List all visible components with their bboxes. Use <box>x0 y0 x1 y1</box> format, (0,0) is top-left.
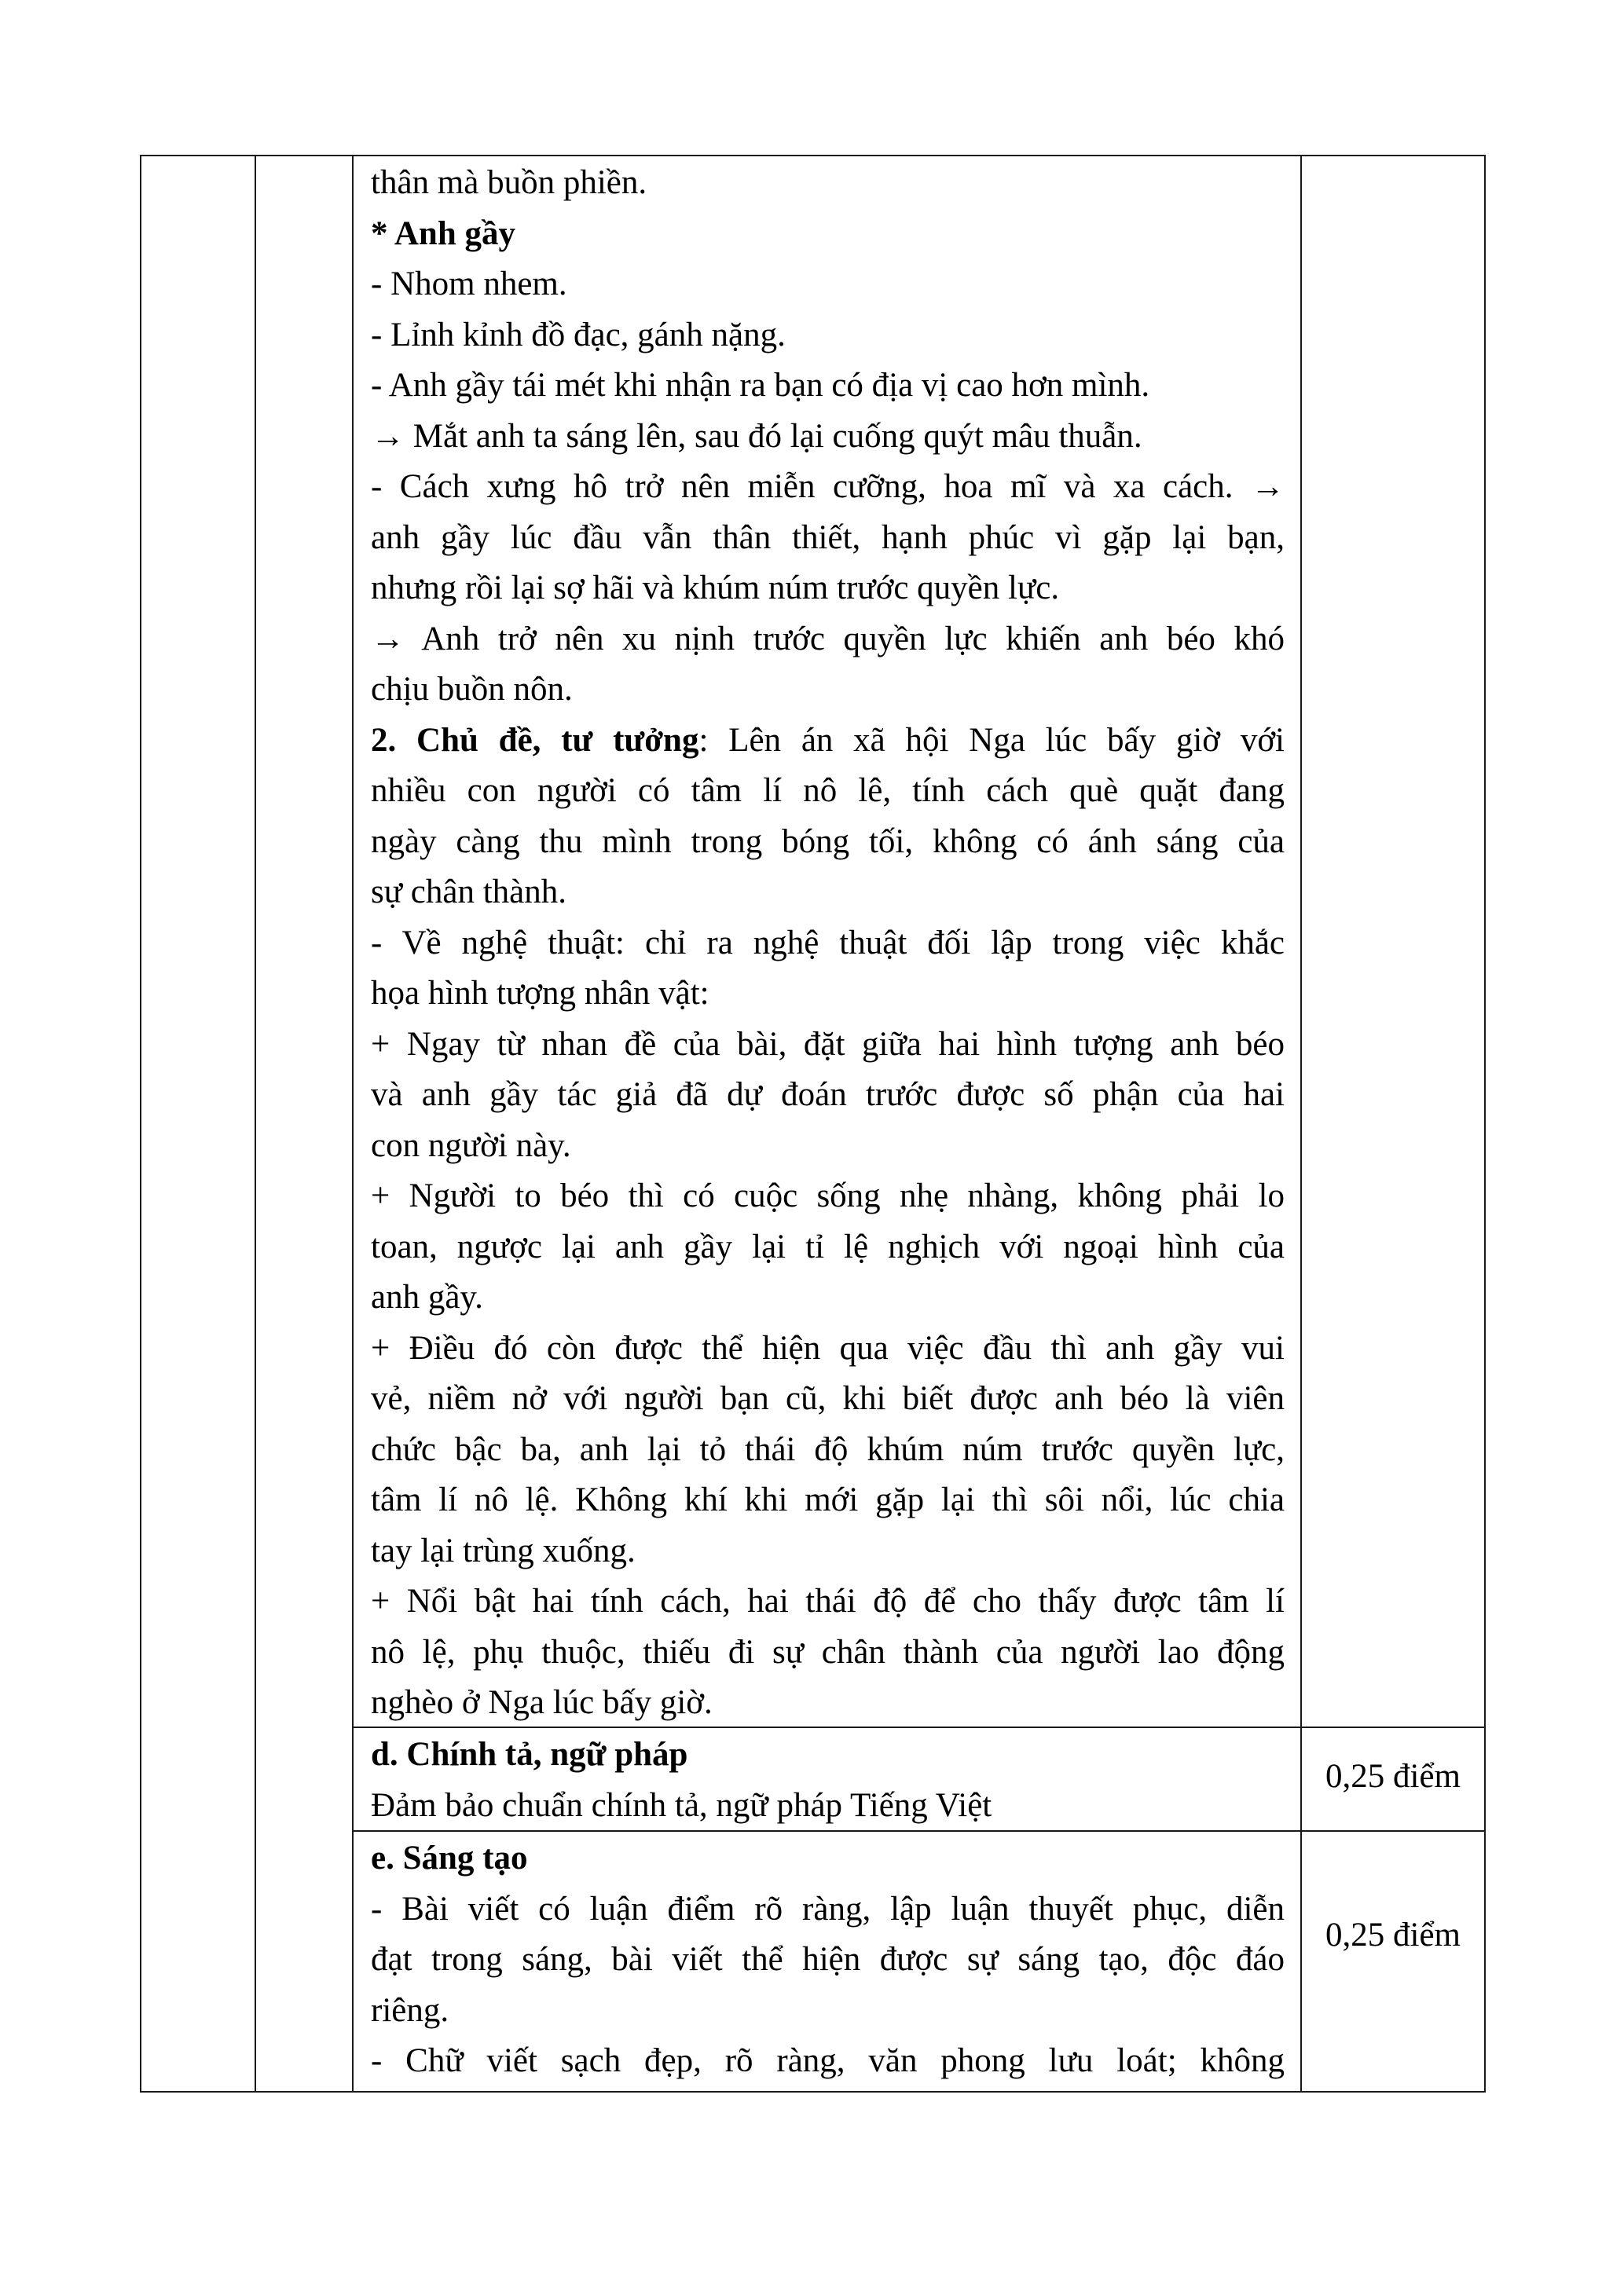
text-line: - Nhom nhem. <box>371 265 567 302</box>
text-line: - Về nghệ thuật: chỉ ra nghệ thuật đối lập trong việc khắc <box>371 924 1285 961</box>
text-line: toan, ngược lại anh gầy lại tỉ lệ nghịch với ngoại hình của <box>371 1228 1285 1265</box>
text-line <box>371 716 1285 767</box>
section-heading: * Anh gầy <box>371 214 516 252</box>
section-heading: d. Chính tả, ngữ pháp <box>371 1736 688 1773</box>
content-cell-creativity <box>352 1830 1302 2093</box>
text-line: → Anh trở nên xu nịnh trước quyền lực khiến anh béo khó <box>371 620 1285 657</box>
text-line: - Bài viết có luận điểm rõ ràng, lập luận thuyết phục, diễn <box>371 1890 1285 1928</box>
text-line: → Mắt anh ta sáng lên, sau đó lại cuống quýt mâu thuẫn. <box>371 417 1142 455</box>
text-line: chịu buồn nôn. <box>371 671 573 708</box>
text-line: - Lỉnh kỉnh đồ đạc, gánh nặng. <box>371 316 786 353</box>
text-line: anh gầy. <box>371 1279 483 1316</box>
text-line: sự chân thành. <box>371 873 566 910</box>
text-line: - Cách xưng hô trở nên miễn cưỡng, hoa mĩ và xa cách. → <box>371 468 1285 505</box>
table-cell-col2 <box>255 155 354 2093</box>
text-line: chức bậc ba, anh lại tỏ thái độ khúm núm trước quyền lực, <box>371 1430 1285 1468</box>
creativity-text <box>371 1833 1285 2087</box>
text-line: - Anh gầy tái mét khi nhận ra bạn có địa vị cao hơn mình. <box>371 367 1150 404</box>
text-line: tay lại trùng xuống. <box>371 1532 636 1569</box>
main-cell-text <box>371 158 1285 1729</box>
text-line: riêng. <box>371 1991 449 2029</box>
score-creativity: 0,25 điểm <box>1325 1917 1461 1954</box>
score-spelling-grammar: 0,25 điểm <box>1325 1758 1461 1795</box>
text-line: con người này. <box>371 1126 571 1164</box>
score-cell-main <box>1300 155 1486 1728</box>
text-line: nhiều con người có tâm lí nô lê, tính cách què quặt đang <box>371 772 1285 809</box>
text-line: nhưng rồi lại sợ hãi và khúm núm trước quyền lực. <box>371 569 1060 606</box>
text-line: đạt trong sáng, bài viết thể hiện được sự sáng tạo, độc đáo <box>371 1941 1285 1978</box>
text-line: + Điều đó còn được thể hiện qua việc đầu thì anh gầy vui <box>371 1329 1285 1367</box>
content-cell-spelling-grammar <box>352 1727 1302 1832</box>
content-cell-main <box>352 155 1302 1728</box>
text-line: + Nổi bật hai tính cách, hai thái độ để cho thấy được tâm lí <box>371 1583 1285 1620</box>
text-line: - Chữ viết sạch đẹp, rõ ràng, văn phong lưu loát; không <box>371 2042 1285 2079</box>
text-line-rest: : Lên án xã hội Nga lúc bấy giờ với <box>698 721 1285 759</box>
score-cell-creativity <box>1300 1830 1486 2093</box>
spelling-grammar-text <box>371 1730 1285 1831</box>
text-line: thân mà buồn phiền. <box>371 164 647 201</box>
text-line: họa hình tượng nhân vật: <box>371 975 709 1012</box>
text-line: + Người to béo thì có cuộc sống nhẹ nhàng, không phải lo <box>371 1177 1285 1214</box>
bold-lead: 2. Chủ đề, tư tưởng <box>371 721 699 759</box>
score-cell-spelling-grammar <box>1300 1727 1486 1832</box>
section-heading: e. Sáng tạo <box>371 1840 528 1877</box>
text-line: vẻ, niềm nở với người bạn cũ, khi biết được anh béo là viên <box>371 1380 1285 1417</box>
text-line: nô lệ, phụ thuộc, thiếu đi sự chân thành của người lao động <box>371 1633 1285 1671</box>
text-line: Đảm bảo chuẩn chính tả, ngữ pháp Tiếng Việt <box>371 1786 992 1824</box>
text-line: ngày càng thu mình trong bóng tối, không có ánh sáng của <box>371 822 1285 860</box>
text-line: + Ngay từ nhan đề của bài, đặt giữa hai hình tượng anh béo <box>371 1025 1285 1063</box>
table-cell-col1 <box>140 155 256 2093</box>
text-line: và anh gầy tác giả đã dự đoán trước được số phận của hai <box>371 1076 1285 1113</box>
text-line: anh gầy lúc đầu vẫn thân thiết, hạnh phúc vì gặp lại bạn, <box>371 518 1285 556</box>
text-line: tâm lí nô lệ. Không khí khi mới gặp lại thì sôi nổi, lúc chia <box>371 1481 1285 1518</box>
text-line: nghèo ở Nga lúc bấy giờ. <box>371 1684 713 1721</box>
